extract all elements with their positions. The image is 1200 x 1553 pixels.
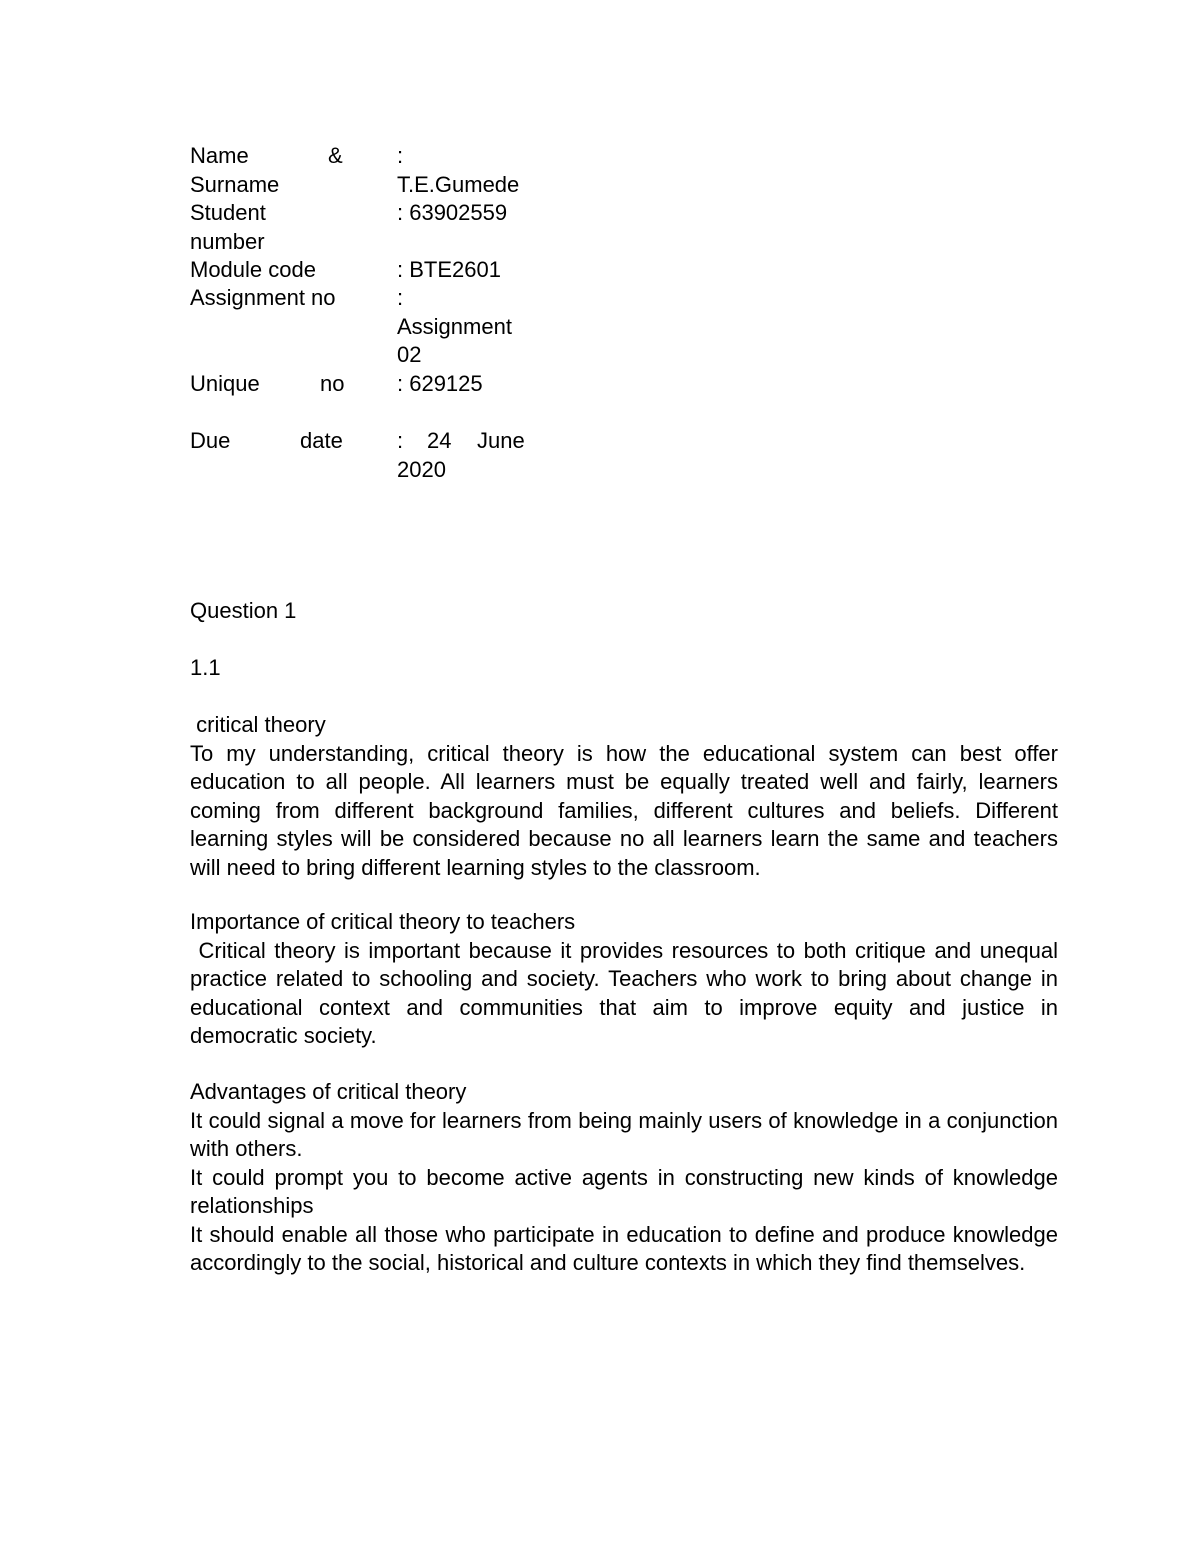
info-row-student: [190, 199, 535, 256]
advantage-item: It could prompt you to become active agents in constructing new kinds of knowledge relationships: [190, 1164, 1058, 1218]
critical-theory-section: [190, 711, 1058, 882]
unique-no-label: [190, 370, 348, 399]
student-number-label: Student number: [190, 200, 266, 254]
question-title: Question 1: [190, 598, 297, 623]
assignment-colon: :: [397, 285, 404, 310]
info-row-assignment: [190, 284, 535, 370]
advantages-section: [190, 1078, 1058, 1278]
name-colon: :: [397, 143, 404, 168]
info-row-unique: [190, 370, 535, 398]
name-label: Name: [190, 143, 249, 168]
ampersand-label: &: [328, 143, 343, 168]
assignment-no-value: [397, 284, 530, 370]
due-colon: :: [397, 428, 404, 453]
surname-label: Surname: [190, 171, 280, 197]
importance-body: Critical theory is important because it provides resources to both critique and unequal practice related to schooling and society. Teachers who work to bring about change in educational context and communities that aim to improve equity and justice in democratic society.: [190, 937, 1065, 1048]
critical-theory-body: To my understanding, critical theory is how the educational system can best offer education to all people. All learners must be equally treated well and fairly, learners coming from different background families, different cultures and beliefs. Different learning styles will be considered because no all learners learn the same and teachers will need to bring different learning styles to the classroom.: [190, 740, 1058, 880]
advantage-item: It could signal a move for learners from being mainly users of knowledge in a conjunction with others.: [190, 1107, 1058, 1161]
importance-heading: Importance of critical theory to teachers: [190, 909, 576, 934]
unique-no-value: : 629125: [397, 371, 483, 396]
info-row-module: [190, 256, 535, 284]
date-label-word: date: [300, 428, 343, 453]
unique-label-word: Unique: [190, 371, 260, 396]
due-date-value: [397, 427, 530, 484]
unique-no-word: no: [320, 371, 345, 396]
advantages-heading: Advantages of critical theory: [190, 1079, 467, 1104]
due-month: June: [477, 428, 525, 453]
importance-section: [190, 908, 1065, 1051]
student-number-value: : 63902559: [397, 200, 508, 225]
due-label-word: Due: [190, 428, 231, 453]
module-code-value: : BTE2601: [397, 257, 501, 282]
assignment-value-text: Assignment 02: [397, 313, 512, 367]
advantage-item: It should enable all those who participate in education to define and produce knowledge accordingly to the social, historical and culture contexts in which they find themselves.: [190, 1221, 1058, 1275]
assignment-no-label: Assignment no: [190, 285, 336, 310]
question-number: 1.1: [190, 655, 221, 680]
critical-theory-heading: critical theory: [190, 712, 326, 737]
name-value: [397, 142, 530, 199]
due-year: 2020: [397, 456, 446, 482]
module-code-label: Module code: [190, 257, 316, 282]
due-day: 24: [427, 428, 452, 453]
info-row-due-date: [190, 427, 535, 484]
name-value-text: T.E.Gumede: [397, 171, 520, 197]
name-surname-label: [190, 142, 348, 199]
due-date-label: [190, 427, 348, 456]
